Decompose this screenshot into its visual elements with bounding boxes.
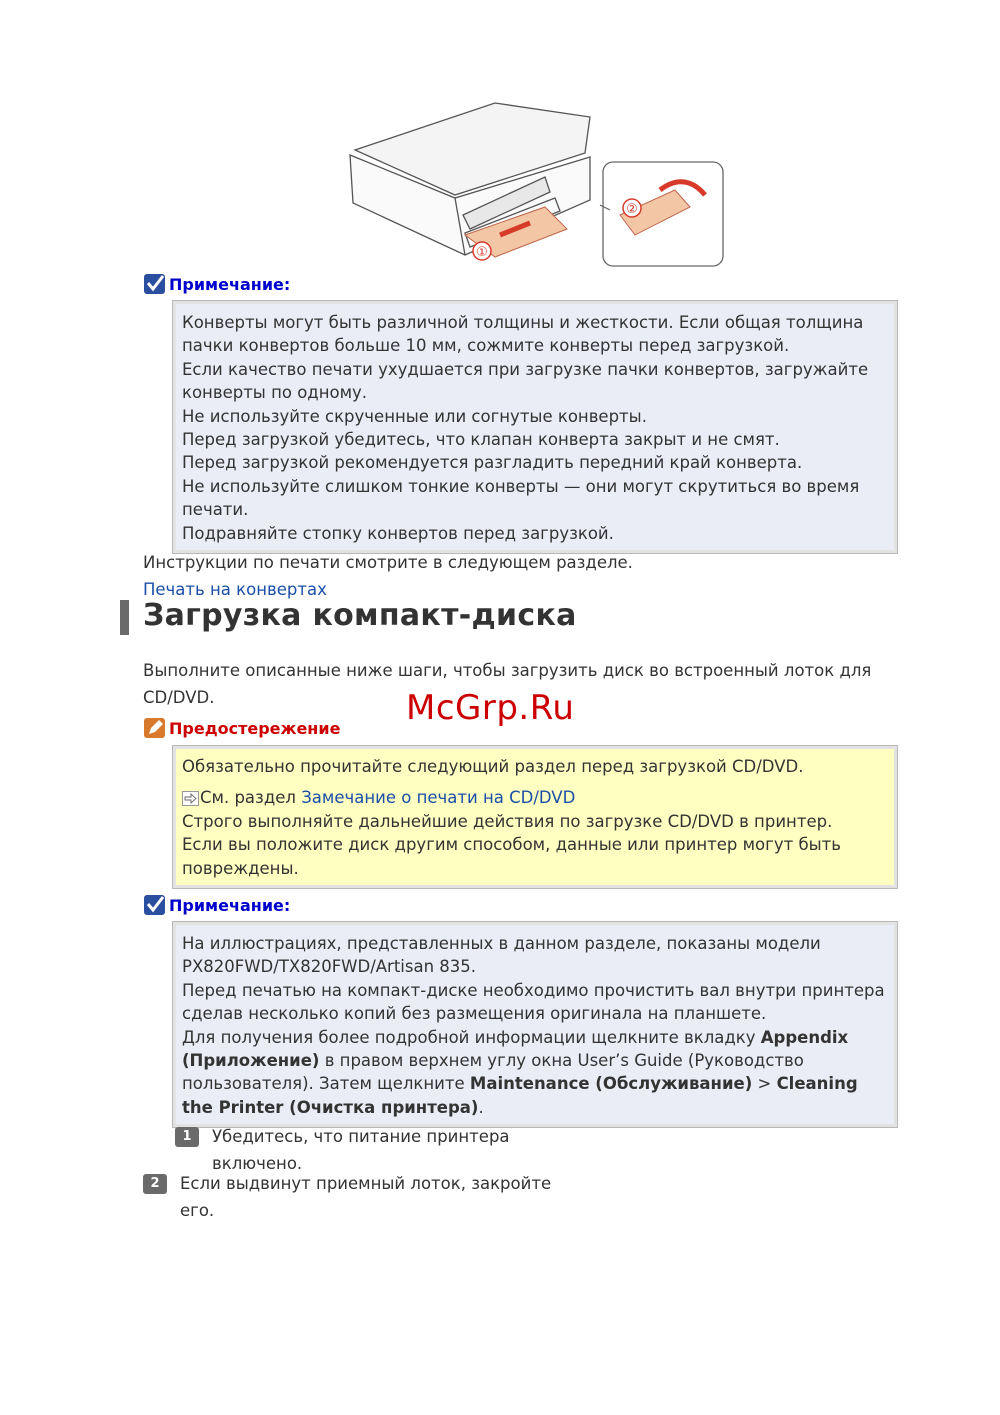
printer-envelope-illustration (345, 95, 730, 275)
caution-heading (143, 716, 340, 740)
callout-2 (623, 199, 641, 217)
caution-line: Строго выполняйте дальнейшие действия по загрузке CD/DVD в принтер. (182, 811, 833, 831)
note-line: Перед загрузкой рекомендуется разгладить передний край конверта. (182, 453, 803, 473)
svg-text:①: ① (476, 245, 488, 260)
note-label: Примечание: (169, 274, 291, 294)
reference-arrow-icon (182, 791, 199, 806)
section-intro: Выполните описанные ниже шаги, чтобы загрузить диск во встроенный лоток для CD/DVD. (143, 661, 872, 707)
reference-prefix: См. раздел (200, 788, 296, 808)
step-item (175, 1123, 542, 1177)
caution-line: Если вы положите диск другим способом, данные или принтер могут быть повреждены. (182, 835, 841, 878)
note-line: Конверты могут быть различной толщины и жесткости. Если общая толщина пачки конвертов больше 10 мм, сожмите конверты перед загрузкой. (182, 313, 864, 356)
heading-bar (120, 600, 129, 635)
note-line: Перед печатью на компакт-диске необходимо прочистить вал внутри принтера сделав несколько копий без размещения оригинала на планшете. (182, 980, 885, 1024)
note-box (172, 300, 898, 554)
checkmark-note-icon (143, 272, 167, 296)
caution-line: Обязательно прочитайте следующий раздел перед загрузкой CD/DVD. (182, 757, 804, 776)
maintenance-label: Maintenance (Обслуживание) (469, 1074, 753, 1094)
step-text: Если выдвинут приемный лоток, закройте его. (180, 1174, 552, 1220)
step-item (143, 1170, 565, 1224)
note-heading (143, 893, 290, 917)
note-line: Не используйте скрученные или согнутые конверты. (182, 406, 647, 426)
note-line: Подравняйте стопку конвертов перед загрузкой. (182, 523, 614, 543)
print-envelopes-link[interactable]: Печать на конвертах (143, 580, 327, 599)
callout-1 (473, 242, 491, 260)
watermark: McGrp.Ru (406, 688, 575, 728)
note-box (172, 921, 898, 1128)
note-line: Если качество печати ухудшается при загрузке пачки конвертов, загружайте конверты по одному. (182, 359, 869, 403)
warning-pencil-icon (143, 716, 167, 740)
note-line: Перед загрузкой убедитесь, что клапан конверта закрыт и не смят. (182, 430, 780, 450)
note-label: Примечание: (169, 895, 291, 915)
appendix-tab-label: Appendix (Приложение) (182, 1027, 849, 1071)
checkmark-note-icon (143, 893, 167, 917)
section-title: Загрузка компакт-диска (143, 598, 577, 633)
step-number: 2 (143, 1174, 167, 1194)
note-line: Не используйте слишком тонкие конверты — они могут скрутиться во время печати. (182, 476, 860, 520)
instructions-text: Инструкции по печати смотрите в следующем разделе. (143, 553, 633, 572)
caution-label: Предостережение (169, 718, 341, 738)
note-heading (143, 272, 290, 296)
step-text: Убедитесь, что питание принтера включено. (212, 1127, 510, 1173)
note-line: Для получения более подробной информации щелкните вкладку Appendix (Приложение) в правом верхнем углу окна User’s Guide (Руководство пользователя). Затем щелкните Maintenance (Обслуживание) > Cleaning the Printer (Очистка принтера). (182, 1027, 858, 1117)
step-number: 1 (175, 1127, 199, 1147)
cleaning-label: Cleaning the Printer (Очистка принтера) (182, 1074, 858, 1117)
caution-box (172, 745, 898, 889)
note-line: На иллюстрациях, представленных в данном разделе, показаны модели PX820FWD/TX820FWD/Artisan 835. (182, 934, 821, 977)
caution-reference (182, 786, 888, 809)
cd-dvd-notice-link[interactable]: Замечание о печати на CD/DVD (301, 788, 576, 808)
svg-text:②: ② (626, 202, 638, 217)
